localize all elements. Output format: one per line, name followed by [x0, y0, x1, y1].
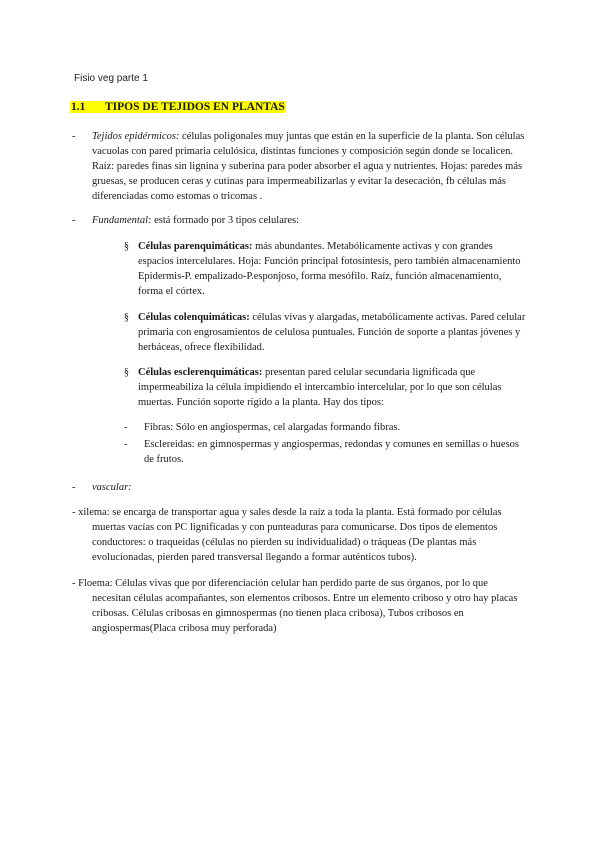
- esclerenquimaticas-text: presentan pared celular secundaria lignificada que impermeabiliza la célula impidiendo el intercambio intercelular, por lo que son células muertas. Función soporte rígido a la planta. Hay dos tipos:: [138, 367, 502, 408]
- fibras-dash: -: [124, 422, 128, 433]
- epidermicos-text: células poligonales muy juntas que están en la superficie de la planta. Son células vacuolas con pared primaria celulósica, distintas funciones y composición según donde se localicen. Raíz: paredes finas sin lignina y suberina para poder absorber el agua y nutrientes. Hojas: paredes más gruesas, se producen ceras y cutinas para impermeabilizarlas y evitar la desecación, fb células más diferenciadas como estomas o tricomas .: [92, 131, 525, 202]
- epidermicos-paragraph: [92, 129, 530, 204]
- parenquimaticas-term: Células parenquimáticas:: [138, 241, 253, 252]
- vascular-term: vascular:: [92, 482, 132, 493]
- parenquimaticas-paragraph: [138, 239, 526, 299]
- bullet-parenquimaticas: §: [124, 241, 129, 252]
- vascular-dash: -: [72, 482, 76, 493]
- esclerenquimaticas-paragraph: [138, 365, 526, 410]
- fibras-item: Fibras: Sólo en angiospermas, cel alargadas formando fibras.: [144, 422, 401, 433]
- esclerenquimaticas-term: Células esclerenquimáticas:: [138, 367, 263, 378]
- xilema-paragraph: - xilema: se encarga de transportar agua y sales desde la raíz a toda la planta. Está formado por células muertas vacías con PC lignificadas y con punteaduras para comunicarse. Dos tipos de elementos conductores: o traqueidas (células no pierden su individualidad) o tráqueas (De plantas más evolucionadas, pierden pared transversal llegando a formar auténticos tubos).: [72, 507, 502, 563]
- bullet-esclerenquimaticas: §: [124, 367, 129, 378]
- epidermicos-term: Tejidos epidérmicos:: [92, 131, 180, 142]
- fundamental-text: está formado por 3 tipos celulares:: [151, 215, 300, 226]
- heading-title: TIPOS DE TEJIDOS EN PLANTAS: [105, 101, 285, 113]
- document-header: Fisio veg parte 1: [74, 73, 148, 84]
- floema-paragraph: - Floema: Células vivas que por diferenciación celular han perdido parte de sus órganos, por lo que necesitan células acompañantes, son elementos cribosos. Entre un elemento criboso y otro hay placas cribosas. Células cribosas en gimnospermas (no tienen placa cribosa), Tubos cribosos en angiospermas(Placa cribosa muy perforada): [72, 578, 518, 634]
- colenquimaticas-text: células vivas y alargadas, metabólicamente activas. Pared celular primaria con engrosamientos de celulosa puntuales. Función de soporte a plantas jóvenes y herbáceas, ofrece flexibilidad.: [138, 312, 526, 353]
- esclereidas-dash: -: [124, 439, 128, 450]
- fundamental-paragraph: [92, 213, 530, 228]
- epidermicos-dash: -: [72, 131, 76, 142]
- heading-number: 1.1: [71, 101, 86, 113]
- section-heading: [70, 100, 530, 115]
- fundamental-dash: -: [72, 215, 76, 226]
- heading-highlight: [70, 101, 286, 113]
- esclereidas-item: Esclereidas: en gimnospermas y angiospermas, redondas y comunes en semillas o huesos de frutos.: [144, 439, 519, 465]
- bullet-colenquimaticas: §: [124, 312, 129, 323]
- colenquimaticas-term: Células colenquimáticas:: [138, 312, 250, 323]
- fundamental-term: Fundamental:: [92, 215, 152, 226]
- parenquimaticas-text: más abundantes. Metabólicamente activas y con grandes espacios intercelulares. Hoja: Función principal fotosíntesis, pero también almacenamiento Epidermis-P. empalizado-P.esponjoso, forma mesófilo. Raíz, función almacenamiento, forma el córtex.: [138, 241, 521, 297]
- colenquimaticas-paragraph: [138, 310, 526, 355]
